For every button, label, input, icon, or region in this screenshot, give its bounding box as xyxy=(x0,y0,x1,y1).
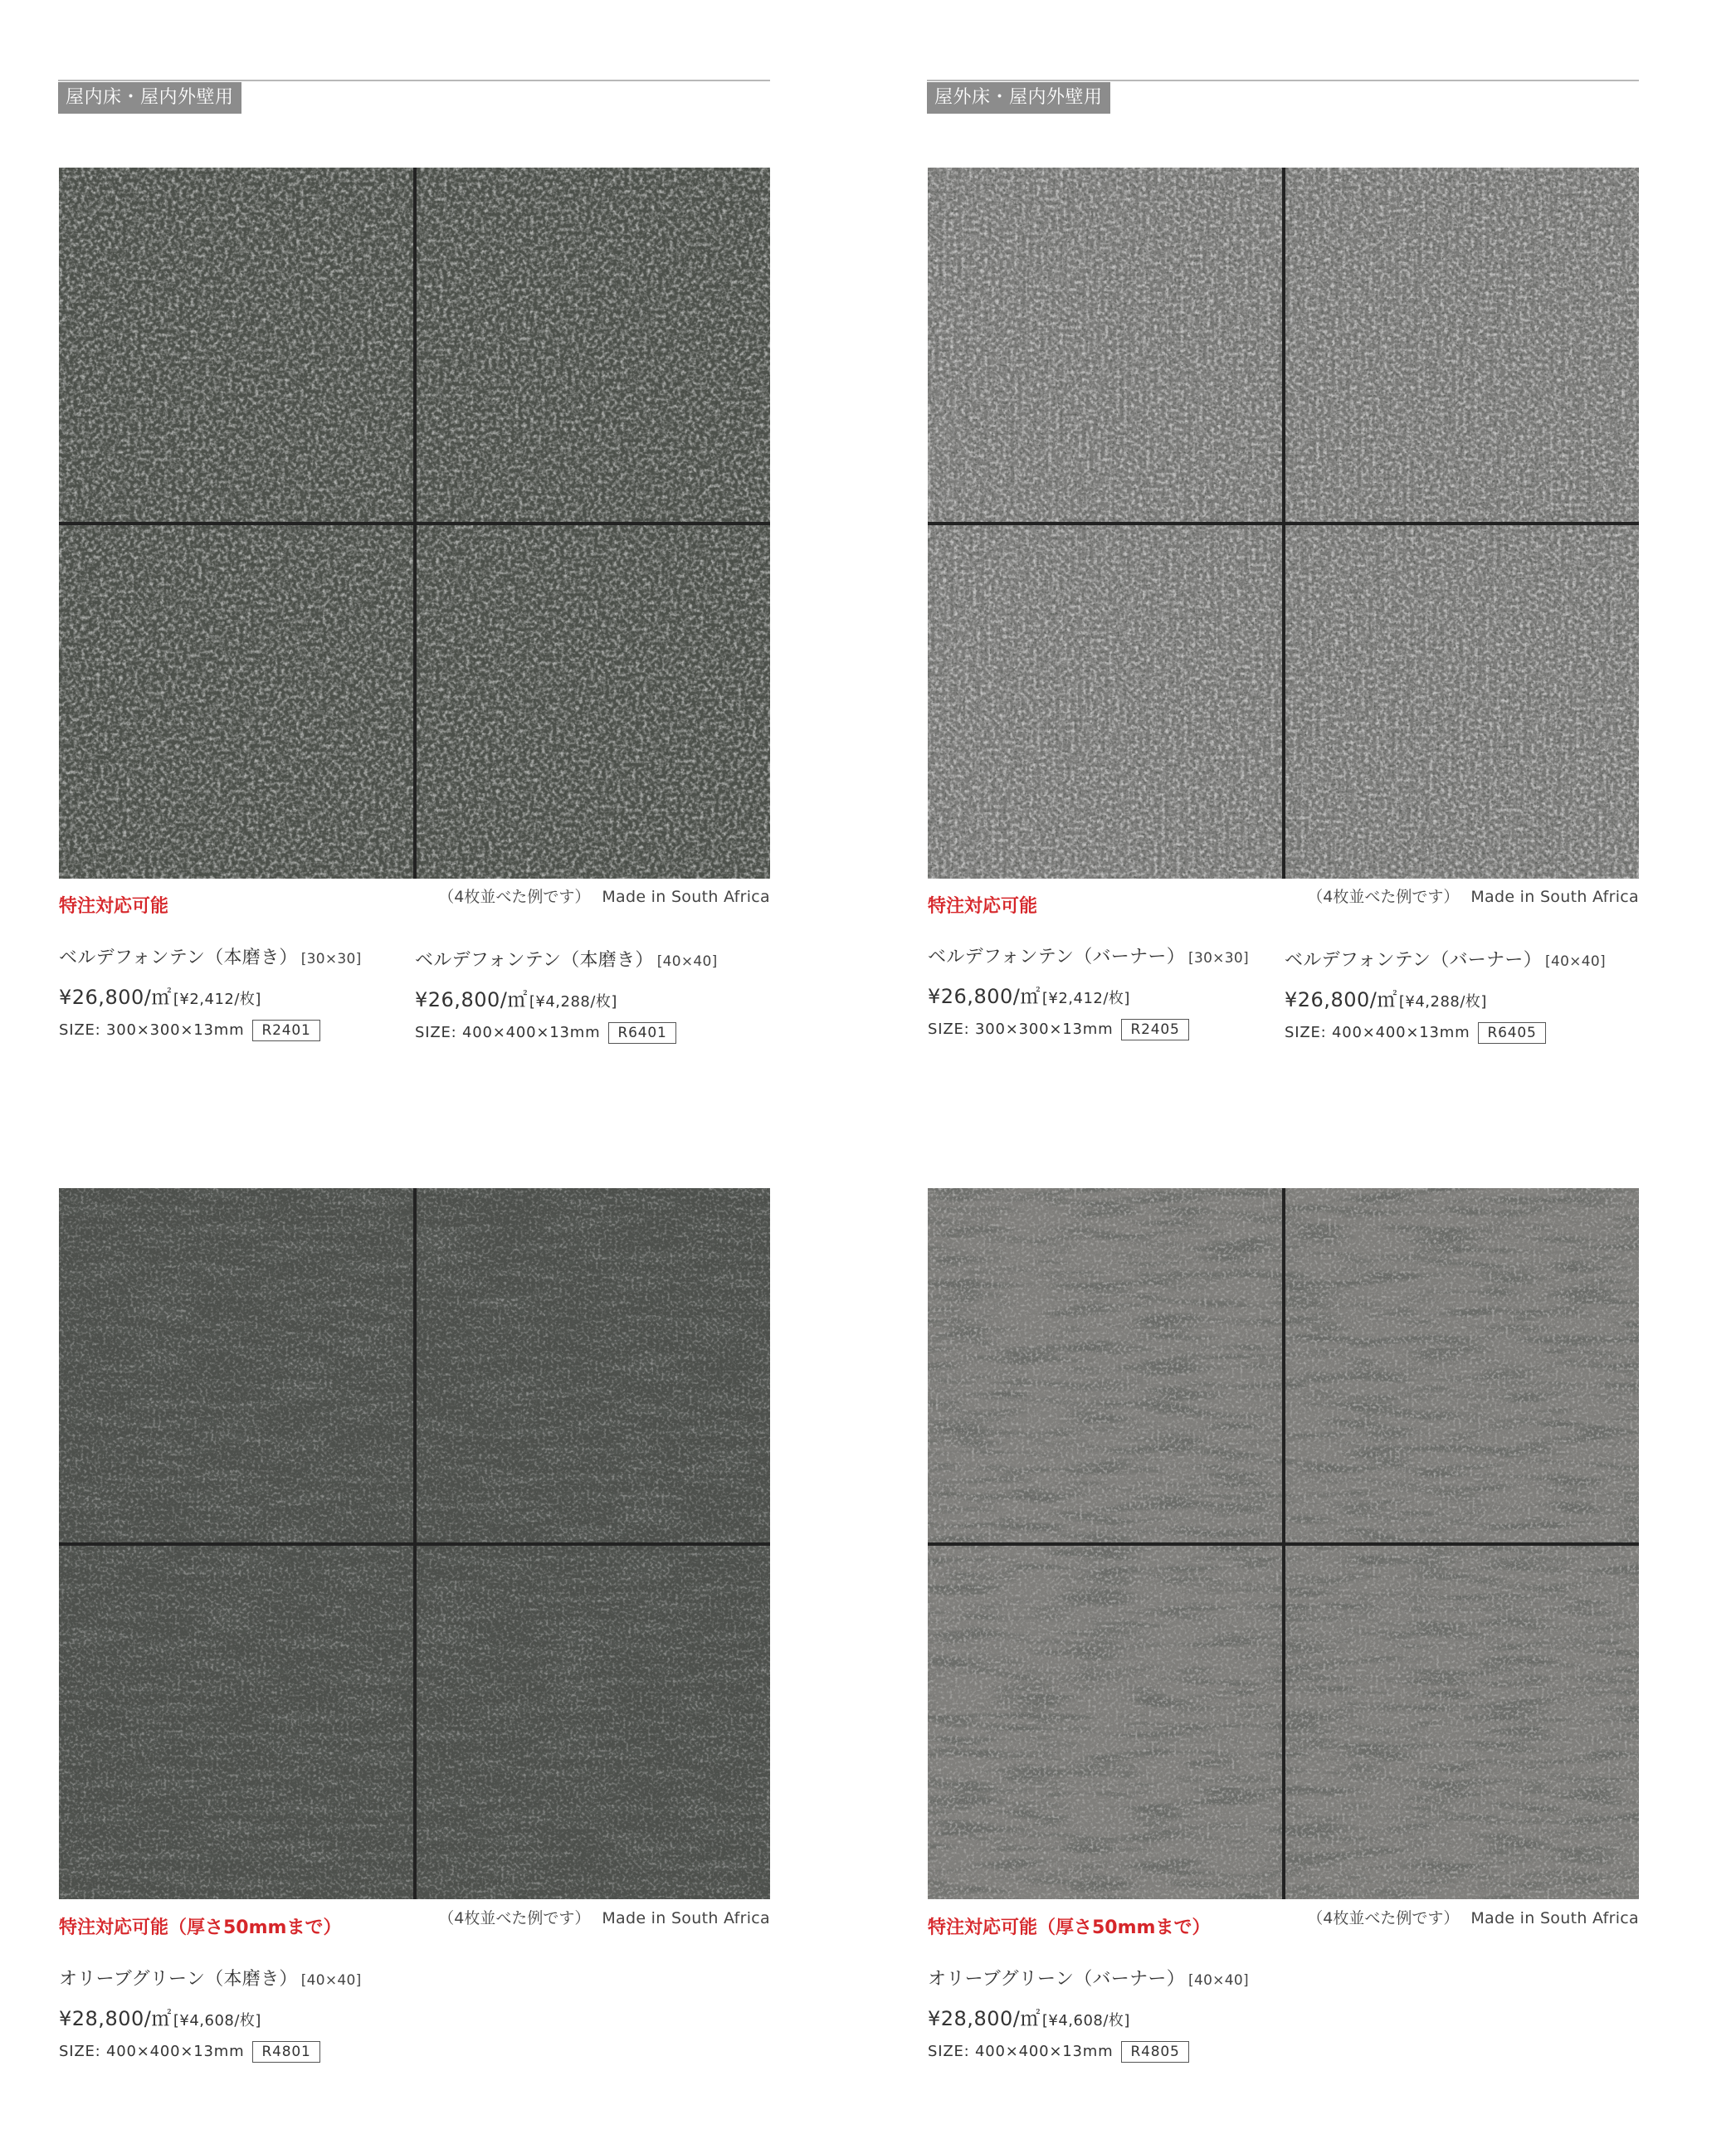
product-price xyxy=(59,2002,362,2031)
product-code: R4805 xyxy=(1121,2041,1188,2063)
price-per-piece: [¥4,288/枚] xyxy=(1398,993,1487,1011)
category-tag: 屋内床・屋内外壁用 xyxy=(58,82,241,114)
special-order-label: 特注対応可能 xyxy=(928,896,1038,917)
special-order-label: 特注対応可能 xyxy=(59,896,169,917)
price-per-piece: [¥2,412/枚] xyxy=(1041,990,1130,1007)
product-price xyxy=(415,983,718,1012)
price-per-piece: [¥4,608/枚] xyxy=(173,2012,261,2029)
product-spec xyxy=(59,1020,362,1041)
product-code: R6405 xyxy=(1478,1022,1545,1044)
origin-label: Made in South Africa xyxy=(1470,888,1639,906)
size-spec: SIZE: 400×400×13mm xyxy=(1285,1024,1470,1041)
product-name-text: ベルデフォンテン（本磨き） xyxy=(415,950,654,971)
price-per-piece: [¥2,412/枚] xyxy=(173,991,261,1008)
product-size-tag: [40×40] xyxy=(1545,953,1606,970)
product-size-tag: [40×40] xyxy=(656,953,718,970)
product-entry xyxy=(415,946,718,1044)
photo-note xyxy=(438,884,770,907)
tile-joint-horizontal xyxy=(59,1542,770,1546)
photo-note xyxy=(438,1906,770,1928)
product-code: R2405 xyxy=(1121,1019,1188,1040)
price-per-piece: [¥4,288/枚] xyxy=(529,993,617,1011)
size-spec: SIZE: 300×300×13mm xyxy=(59,1021,245,1039)
product-price xyxy=(59,981,362,1010)
size-spec: SIZE: 400×400×13mm xyxy=(415,1024,601,1041)
product-code: R4801 xyxy=(252,2041,319,2063)
product-entry xyxy=(928,943,1249,1040)
category-tag: 屋外床・屋内外壁用 xyxy=(927,82,1110,114)
product-name xyxy=(928,1965,1249,1990)
product-spec xyxy=(928,2041,1249,2063)
photo-note-text: （4枚並べた例です） xyxy=(438,888,591,906)
photo-note xyxy=(1307,884,1639,907)
header-rule xyxy=(927,80,1639,81)
product-name-text: ベルデフォンテン（本磨き） xyxy=(59,948,298,968)
product-size-tag: [40×40] xyxy=(1188,1972,1249,1989)
photo-note-text: （4枚並べた例です） xyxy=(1307,888,1460,906)
product-spec xyxy=(1285,1022,1606,1044)
product-price xyxy=(1285,983,1606,1012)
stone-tile-photo xyxy=(928,1188,1639,1899)
product-size-tag: [30×30] xyxy=(1188,950,1249,967)
size-spec: SIZE: 400×400×13mm xyxy=(59,2043,245,2060)
product-entry xyxy=(1285,946,1606,1044)
product-spec xyxy=(415,1022,718,1044)
product-code: R6401 xyxy=(608,1022,675,1044)
stone-tile-photo xyxy=(59,1188,770,1899)
tile-joint-horizontal xyxy=(59,522,770,525)
photo-note-text: （4枚並べた例です） xyxy=(1307,1909,1460,1927)
size-spec: SIZE: 300×300×13mm xyxy=(928,1021,1114,1038)
product-name xyxy=(1285,946,1606,972)
product-spec xyxy=(59,2041,362,2063)
tile-joint-horizontal xyxy=(928,1542,1639,1546)
product-size-tag: [40×40] xyxy=(300,1972,362,1989)
product-name xyxy=(415,946,718,972)
product-name xyxy=(59,943,362,969)
product-entry xyxy=(59,1965,362,2063)
product-name-text: オリーブグリーン（本磨き） xyxy=(59,1969,298,1990)
stone-tile-photo xyxy=(59,168,770,879)
header-rule xyxy=(58,80,770,81)
product-name-text: ベルデフォンテン（バーナー） xyxy=(928,947,1186,967)
special-order-label: 特注対応可能（厚さ50mmまで） xyxy=(928,1917,1211,1938)
product-code: R2401 xyxy=(252,1020,319,1041)
price-per-sqm: ¥28,800/㎡ xyxy=(59,2007,172,2030)
photo-note xyxy=(1307,1906,1639,1928)
stone-tile-photo xyxy=(928,168,1639,879)
tile-joint-horizontal xyxy=(928,522,1639,525)
product-name-text: オリーブグリーン（バーナー） xyxy=(928,1969,1186,1990)
product-name xyxy=(928,943,1249,968)
product-price xyxy=(928,2002,1249,2031)
origin-label: Made in South Africa xyxy=(602,1909,770,1927)
price-per-piece: [¥4,608/枚] xyxy=(1041,2012,1130,2029)
product-name-text: ベルデフォンテン（バーナー） xyxy=(1285,950,1543,971)
price-per-sqm: ¥26,800/㎡ xyxy=(415,988,528,1011)
origin-label: Made in South Africa xyxy=(602,888,770,906)
product-spec xyxy=(928,1019,1249,1040)
price-per-sqm: ¥26,800/㎡ xyxy=(928,985,1041,1008)
product-name xyxy=(59,1965,362,1990)
price-per-sqm: ¥28,800/㎡ xyxy=(928,2007,1041,2030)
origin-label: Made in South Africa xyxy=(1470,1909,1639,1927)
price-per-sqm: ¥26,800/㎡ xyxy=(59,986,172,1009)
product-size-tag: [30×30] xyxy=(300,951,362,967)
special-order-label: 特注対応可能（厚さ50mmまで） xyxy=(59,1917,342,1938)
product-entry xyxy=(928,1965,1249,2063)
product-entry xyxy=(59,943,362,1041)
photo-note-text: （4枚並べた例です） xyxy=(438,1909,591,1927)
product-price xyxy=(928,980,1249,1009)
price-per-sqm: ¥26,800/㎡ xyxy=(1285,988,1397,1011)
size-spec: SIZE: 400×400×13mm xyxy=(928,2043,1114,2060)
